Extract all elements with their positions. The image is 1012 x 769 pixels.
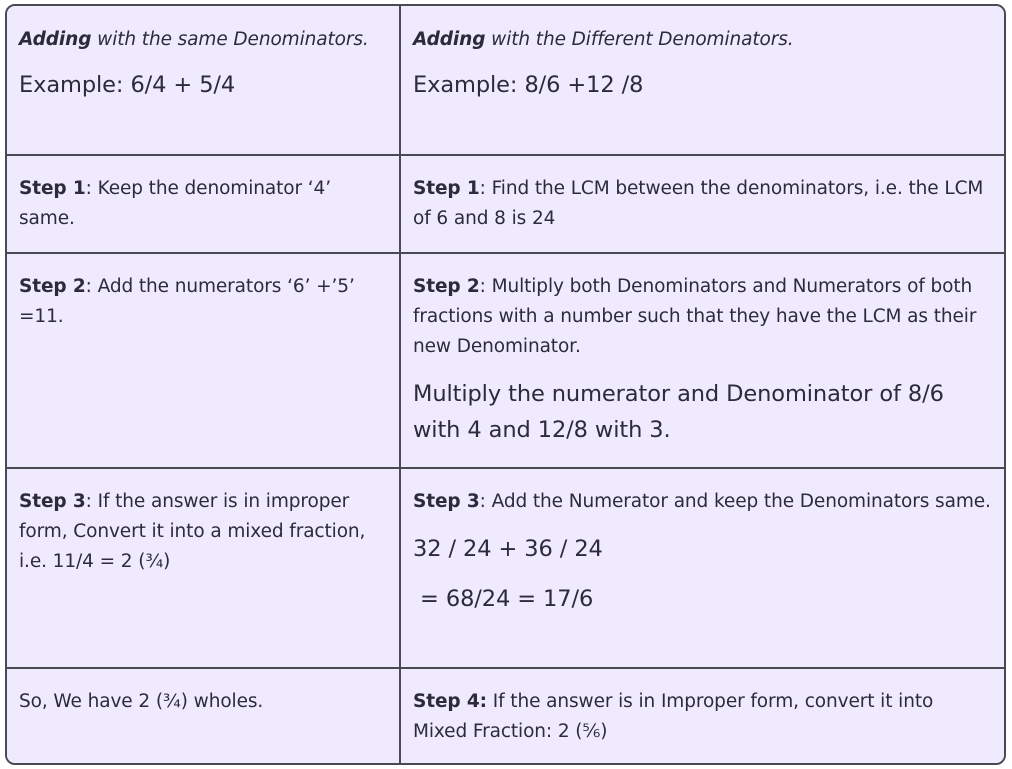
left-conclusion-cell bbox=[7, 668, 400, 765]
table-row bbox=[7, 468, 1004, 668]
fraction-addition-table bbox=[5, 4, 1006, 765]
same-denominator-example: Example: 6/4 + 5/4 bbox=[19, 72, 236, 98]
step-text: : Add the Numerator and keep the Denominators same. bbox=[479, 491, 991, 512]
right-step3-cell bbox=[400, 468, 1004, 668]
step-text: : Multiply both Denominators and Numerators of both fractions with a number such that they have the LCM as their new Denominator. bbox=[413, 276, 977, 357]
table-row bbox=[7, 668, 1004, 765]
same-denominator-heading: Adding with the same Denominators. bbox=[19, 29, 369, 50]
left-step1-cell bbox=[7, 155, 400, 253]
step-label: Step 2 bbox=[19, 276, 86, 297]
table-row bbox=[7, 253, 1004, 468]
step-label: Step 4: bbox=[413, 691, 487, 712]
left-step3-cell bbox=[7, 468, 400, 668]
step3-equation: 32 / 24 + 36 / 24 bbox=[413, 536, 603, 562]
right-step4-cell bbox=[400, 668, 1004, 765]
different-denominator-heading: Adding with the Different Denominators. bbox=[413, 29, 794, 50]
comparison-table bbox=[7, 6, 1004, 765]
step-text: : Add the numerators ‘6’ +’5’ =11. bbox=[19, 276, 355, 327]
table-row bbox=[7, 155, 1004, 253]
right-step2-cell bbox=[400, 253, 1004, 468]
step-label: Step 2 bbox=[413, 276, 480, 297]
step3-result: = 68/24 = 17/6 bbox=[413, 586, 594, 612]
step-label: Step 3 bbox=[19, 491, 86, 512]
step-label: Step 1 bbox=[19, 178, 86, 199]
step-text: : If the answer is in improper form, Convert it into a mixed fraction, i.e. 11/4 = 2 (¾) bbox=[19, 491, 366, 572]
left-step2-cell bbox=[7, 253, 400, 468]
step-text: : Find the LCM between the denominators, i.e. the LCM of 6 and 8 is 24 bbox=[413, 178, 984, 229]
step-label: Step 1 bbox=[413, 178, 480, 199]
step-label: Step 3 bbox=[413, 491, 480, 512]
right-step1-cell bbox=[400, 155, 1004, 253]
step-text: : Keep the denominator ‘4’ same. bbox=[19, 178, 332, 229]
same-denominator-header-cell bbox=[7, 6, 400, 155]
step2-multiply-note: Multiply the numerator and Denominator of 8/6 with 4 and 12/8 with 3. bbox=[413, 381, 944, 443]
different-denominator-header-cell bbox=[400, 6, 1004, 155]
conclusion-text: So, We have 2 (¾) wholes. bbox=[19, 691, 264, 712]
different-denominator-example: Example: 8/6 +12 /8 bbox=[413, 72, 644, 98]
table-row bbox=[7, 6, 1004, 155]
step-text: If the answer is in Improper form, convert it into Mixed Fraction: 2 (⅚) bbox=[413, 691, 934, 742]
